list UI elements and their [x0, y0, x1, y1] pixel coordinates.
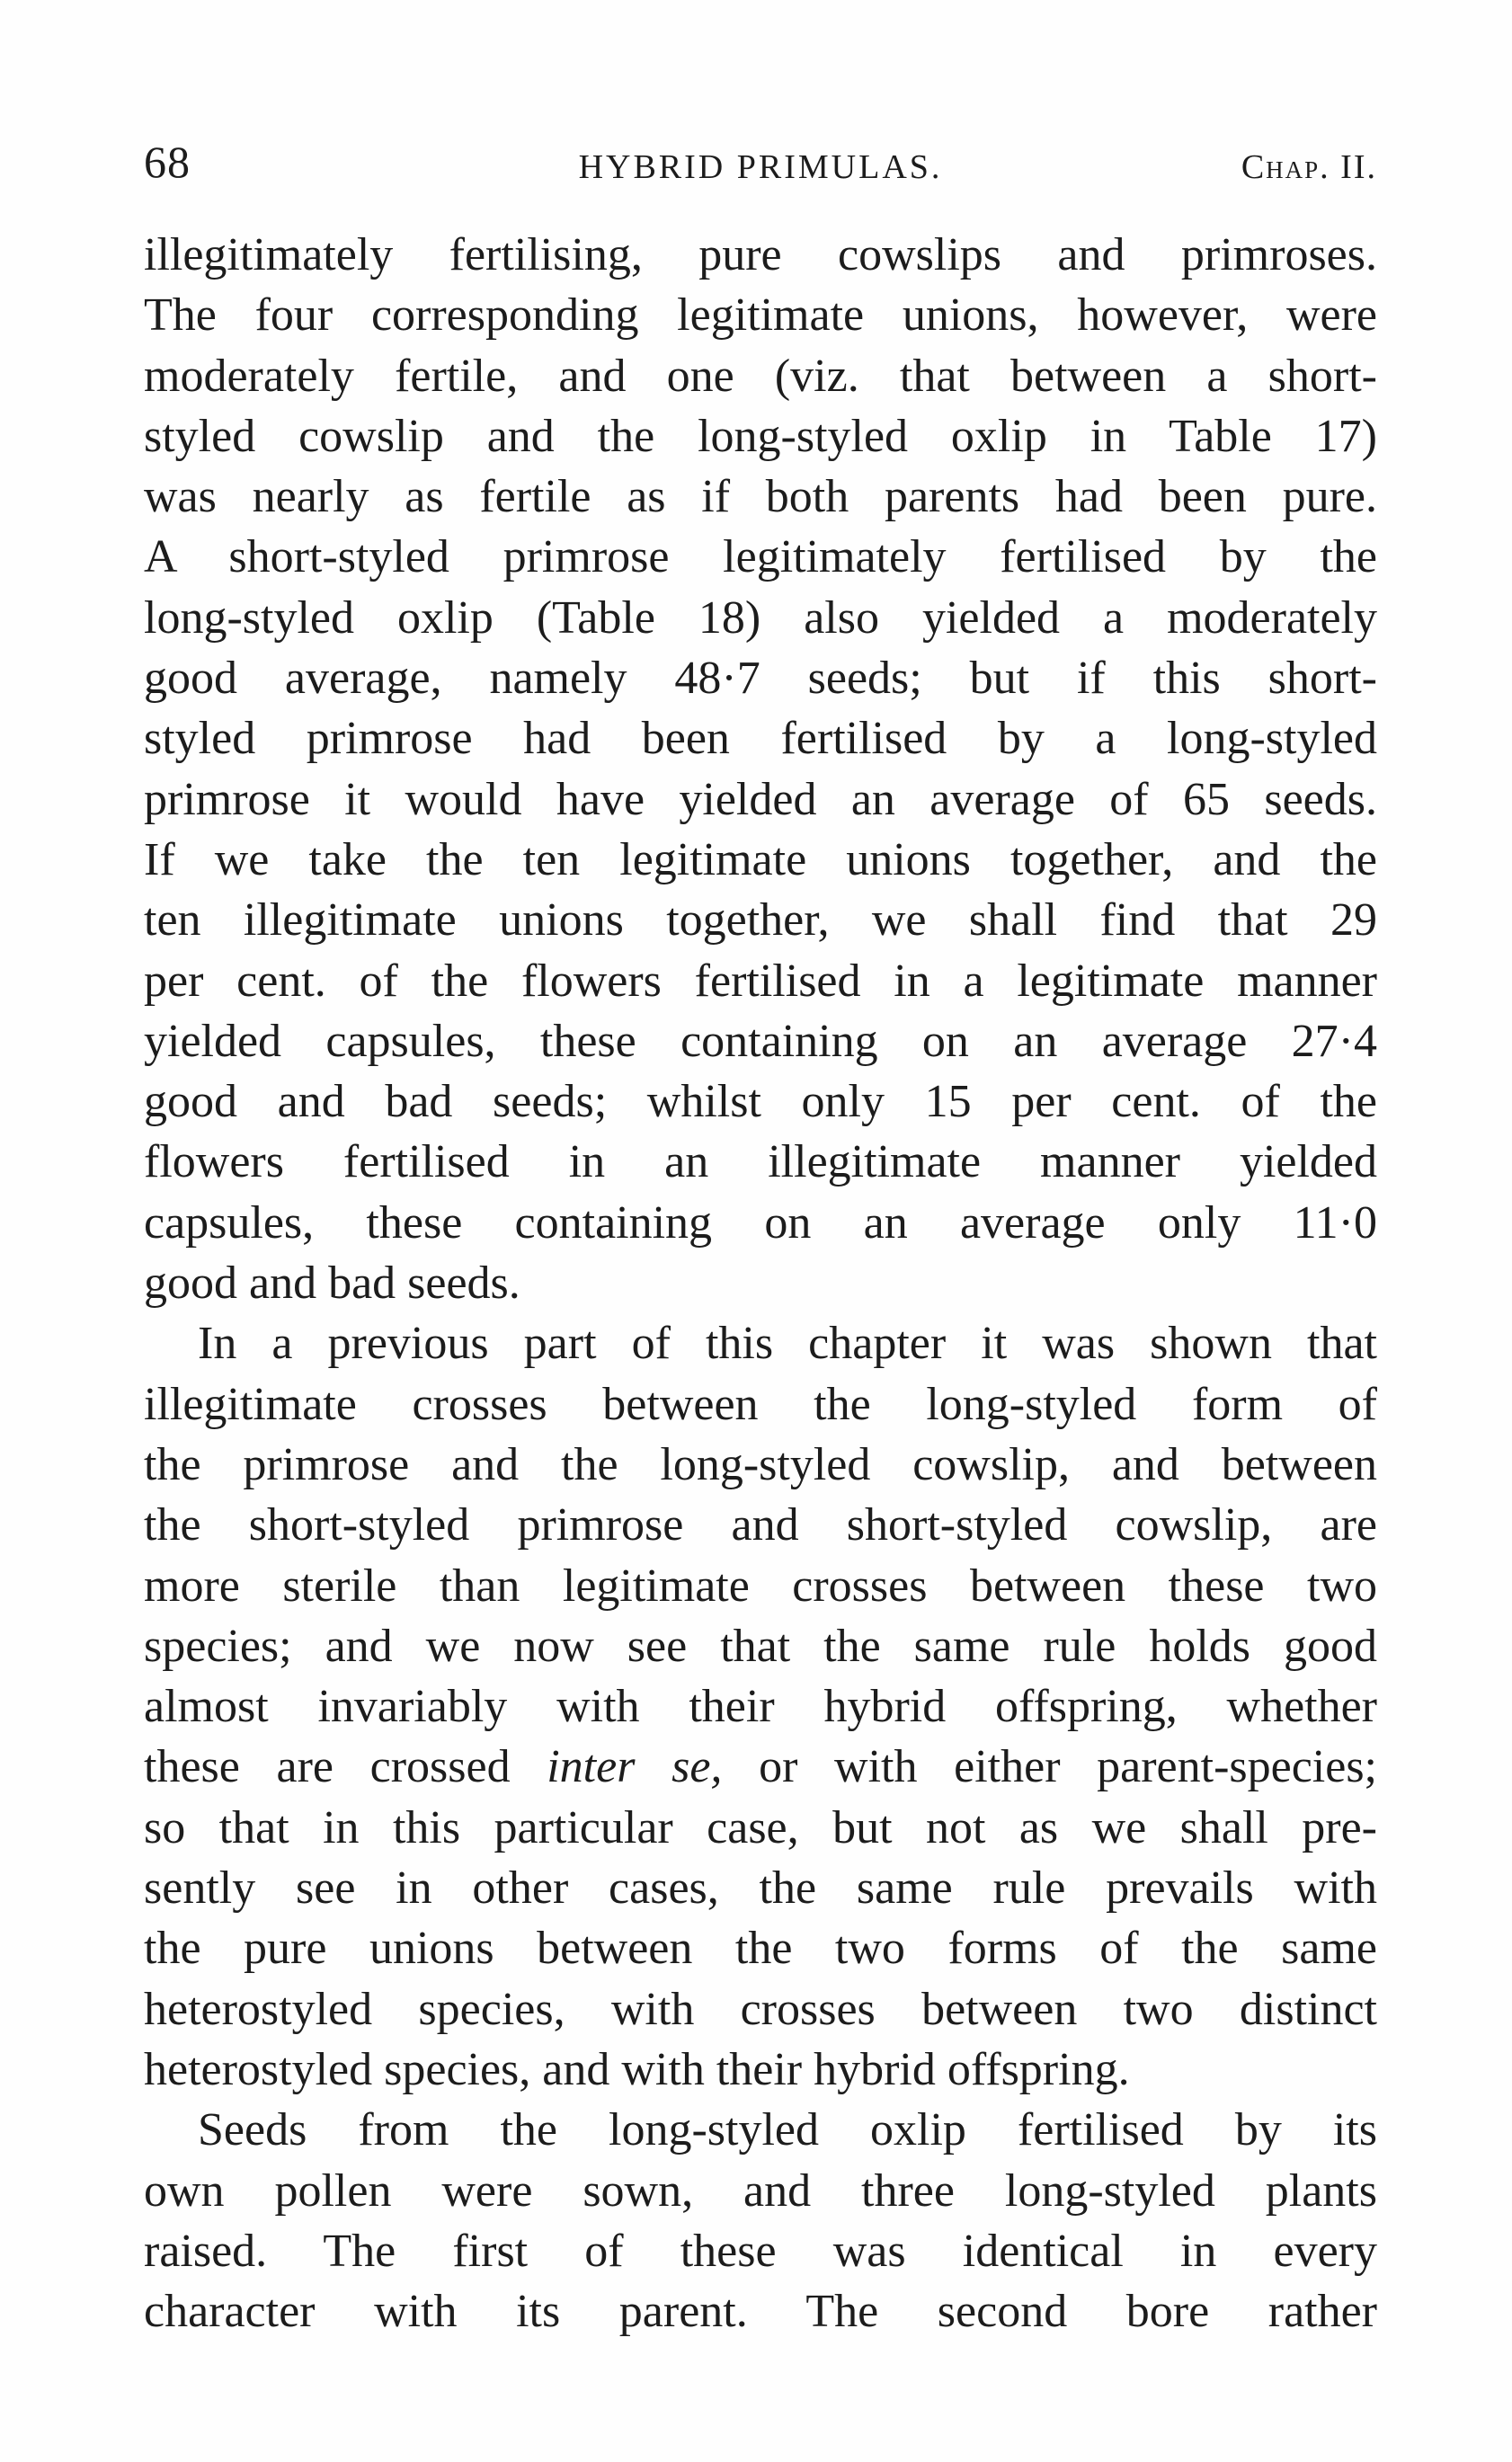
text-line: sently see in other cases, the same rule prevails with — [144, 1862, 1377, 1915]
text-line: good and bad seeds. — [144, 1258, 520, 1310]
text-segment: these are crossed — [144, 1741, 547, 1793]
text-line: character with its parent. The second bore rather — [144, 2286, 1377, 2338]
text-line: ten illegitimate unions together, we shall find that 29 — [144, 894, 1377, 947]
text-line: illegitimately fertilising, pure cowslips and primroses. — [144, 229, 1377, 280]
italic-phrase: inter se, — [547, 1741, 723, 1793]
text-line: capsules, these containing on an average only 11·0 — [144, 1196, 1377, 1249]
text-line: long-styled oxlip (Table 18) also yielded a moderately — [144, 591, 1377, 644]
text-line: the pure unions between the two forms of the same — [144, 1923, 1377, 1975]
text-line: heterostyled species, and with their hybrid offspring. — [144, 2043, 1130, 2095]
chapter-label: Chap. II. — [1241, 148, 1377, 186]
text-line: If we take the ten legitimate unions together, and the — [144, 833, 1377, 885]
text-line: good and bad seeds; whilst only 15 per cent. of the — [144, 1076, 1377, 1128]
text-line: per cent. of the flowers fertilised in a legitimate manner — [144, 955, 1377, 1007]
text-line: was nearly as fertile as if both parents had been pure. — [144, 471, 1377, 523]
paragraph-1 — [144, 225, 1377, 1313]
text-line: A short-styled primrose legitimately fertilised by the — [144, 531, 1377, 583]
paragraph-3 — [144, 2100, 1377, 2342]
text-line: good average, namely 48·7 seeds; but if this short- — [144, 653, 1377, 705]
text-line: raised. The first of these was identical in every — [144, 2225, 1377, 2277]
text-line: the primrose and the long-styled cowslip, and between — [144, 1438, 1377, 1490]
text-line: yielded capsules, these containing on an average 27·4 — [144, 1015, 1377, 1067]
text-line: styled cowslip and the long-styled oxlip in Table 17) — [144, 410, 1377, 462]
text-line: own pollen were sown, and three long-styled plants — [144, 2164, 1377, 2217]
text-line: The four corresponding legitimate unions, however, were — [144, 289, 1377, 342]
paragraph-2 — [144, 1313, 1377, 2100]
text-line: species; and we now see that the same rule holds good — [144, 1620, 1377, 1672]
text-line: so that in this particular case, but not as we shall pre- — [144, 1801, 1377, 1853]
text-line: flowers fertilised in an illegitimate manner yielded — [144, 1136, 1377, 1188]
text-line: primrose it would have yielded an average of 65 seeds. — [144, 773, 1377, 825]
text-line: heterostyled species, with crosses between two distinct — [144, 1983, 1377, 2035]
text-segment: or with either parent-species; — [722, 1741, 1377, 1793]
text-line: styled primrose had been fertilised by a long-styled — [144, 713, 1377, 765]
text-line: almost invariably with their hybrid offspring, whether — [144, 1681, 1377, 1733]
text-line: the short-styled primrose and short-styled cowslip, are — [144, 1499, 1377, 1551]
book-page — [144, 126, 1377, 2342]
page-number: 68 — [144, 137, 191, 187]
text-line: more sterile than legitimate crosses between these two — [144, 1560, 1377, 1612]
text-line-with-italic — [144, 1737, 1377, 1797]
text-line: Seeds from the long-styled oxlip fertilised by its — [198, 2104, 1377, 2156]
text-line: moderately fertile, and one (viz. that between a short- — [144, 350, 1377, 402]
body-text — [144, 225, 1377, 2342]
text-line: In a previous part of this chapter it was shown that — [198, 1318, 1377, 1370]
text-line: illegitimate crosses between the long-styled form of — [144, 1378, 1377, 1430]
running-title: HYBRID PRIMULAS. — [578, 148, 943, 186]
page-header — [144, 126, 1377, 198]
